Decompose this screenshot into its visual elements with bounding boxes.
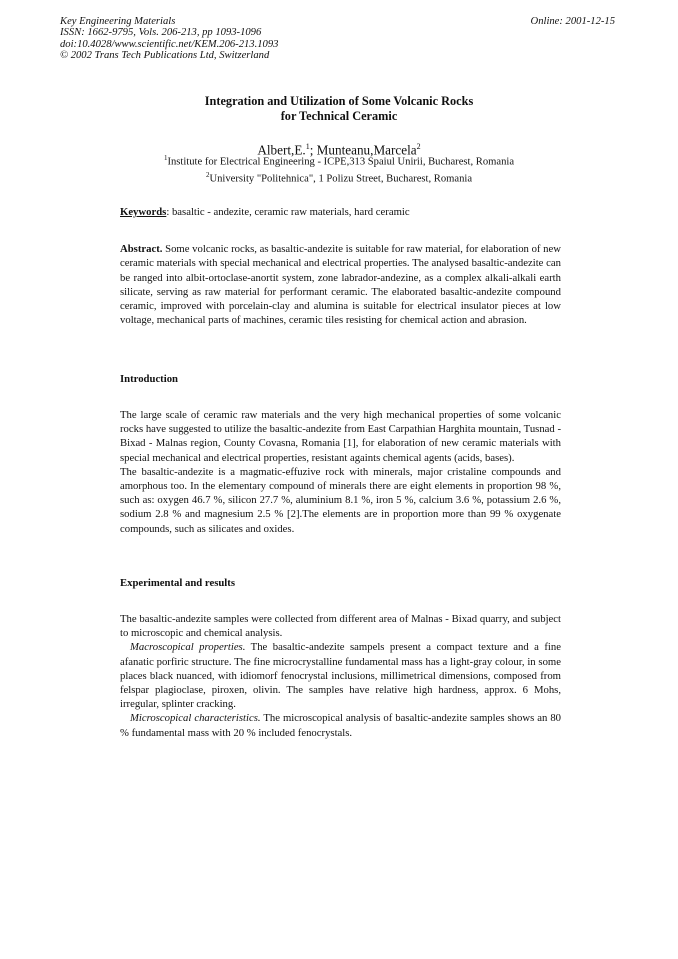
keywords [120,205,560,219]
experimental-body [120,612,561,740]
affiliations [0,152,678,185]
microscopical-text: The microscopical analysis of basaltic-andezite samples shows an 80 % fundamental mass with 20 % included fenocrystals. [120,712,562,739]
author-2: Munteanu,Marcela [316,142,417,158]
macroscopical-text: The basaltic-andezite sampels present a compact texture and a fine afanatic porfiric structure. The fine microcrystalline fundamental mass has a light-gray colour, in some places black nuanced, with idiomorf fenocrystal inclusions, millimetrical dimensions, composed from felspar plagioclase, piroxen, olivin. The samples have relative high hardness, approx. 6 Mohs, irregular, splinter cracking. [120,641,561,711]
macroscopical-label: Macroscopical properties. [130,641,246,654]
keywords-text: : basaltic - andezite, ceramic raw materials, hard ceramic [166,206,410,218]
affiliation-2 [0,169,678,186]
affiliation-1 [0,152,678,169]
affiliation-2-mark: 2 [205,170,210,179]
abstract [120,242,561,328]
keywords-label: Keywords [120,206,167,218]
author-1: Albert,E. [257,142,306,158]
microscopical-label: Microscopical characteristics. [130,712,261,725]
abstract-text: Some volcanic rocks, as basaltic-andezite is suitable for raw material, for elaboration of new ceramic materials with special mechanical and electrical properties. The analysed basaltic-andezite can be ranged into albit-ortoclase-anortit system, zone labrador-andezine, as a complex alkali-alkali earth silicate, serving as raw material for performant ceramic. The elaborated basaltic-andezite compound ceramic, improved with porcelain-clay and alumina is suitable for electrical insulator pieces at low voltage, mechanical parts of machines, ceramic tiles resisting for chemical action and abrasion. [120,243,561,327]
author-separator: ; [309,142,317,158]
introduction-body [120,408,561,536]
microscopical-paragraph [120,711,561,739]
experimental-heading: Experimental and results [120,577,235,589]
journal-name: Key Engineering Materials [60,16,176,27]
macroscopical-paragraph [120,640,561,711]
introduction-paragraph-2: The basaltic-andezite is a magmatic-effuzive rock with minerals, major cristaline compounds and amorphous too. In the elementary compound of minerals there are eight elements in proportion 98 %, such as: oxygen 46.7 %, silicon 27.7 %, aluminium 8.1 %, iron 5 %, calcium 3.6 %, potassium 2.6 %, sodium 2.8 % and magnesium 2.5 % [2].The elements are in proportion more than 99 % oxygenate compounds, such as silicates and oxides. [120,465,561,535]
introduction-heading: Introduction [120,373,179,385]
affiliation-1-text: Institute for Electrical Engineering - ICPE,313 Spaiul Unirii, Bucharest, Romania [167,156,515,168]
experimental-paragraph-1: The basaltic-andezite samples were collected from different area of Malnas - Bixad quarry, and subject to microscopic and chemical analysis. [120,613,561,640]
abstract-label: Abstract. [120,243,163,255]
title-line-1: Integration and Utilization of Some Volcanic Rocks [204,94,474,108]
journal-header [60,16,278,61]
paper-title [0,94,678,124]
online-date: Online: 2001-12-15 [530,16,615,27]
introduction-paragraph-1: The large scale of ceramic raw materials and the very high mechanical properties of some volcanic rocks have suggested to utilize the basaltic-andezite from East Carpathian Harghita mountain, Tusnad - Bixad - Malnas region, County Covasna, Romania [1], for elaboration of new ceramic materials with special mechanical and electrical properties, resistant againts chemical agents (acids, bases). [120,409,561,464]
affiliation-2-text: University "Politehnica", 1 Polizu Street, Bucharest, Romania [209,173,473,185]
author-1-affil: 1 [305,142,310,151]
issn-line: ISSN: 1662-9795, Vols. 206-213, pp 1093-1096 [60,27,262,39]
affiliation-1-mark: 1 [163,154,168,162]
copyright-line: © 2002 Trans Tech Publications Ltd, Switzerland [60,49,270,61]
title-line-2: for Technical Ceramic [280,109,398,123]
author-2-affil: 2 [416,142,421,151]
doi-line: doi:10.4028/www.scientific.net/KEM.206-213.1093 [60,38,279,50]
